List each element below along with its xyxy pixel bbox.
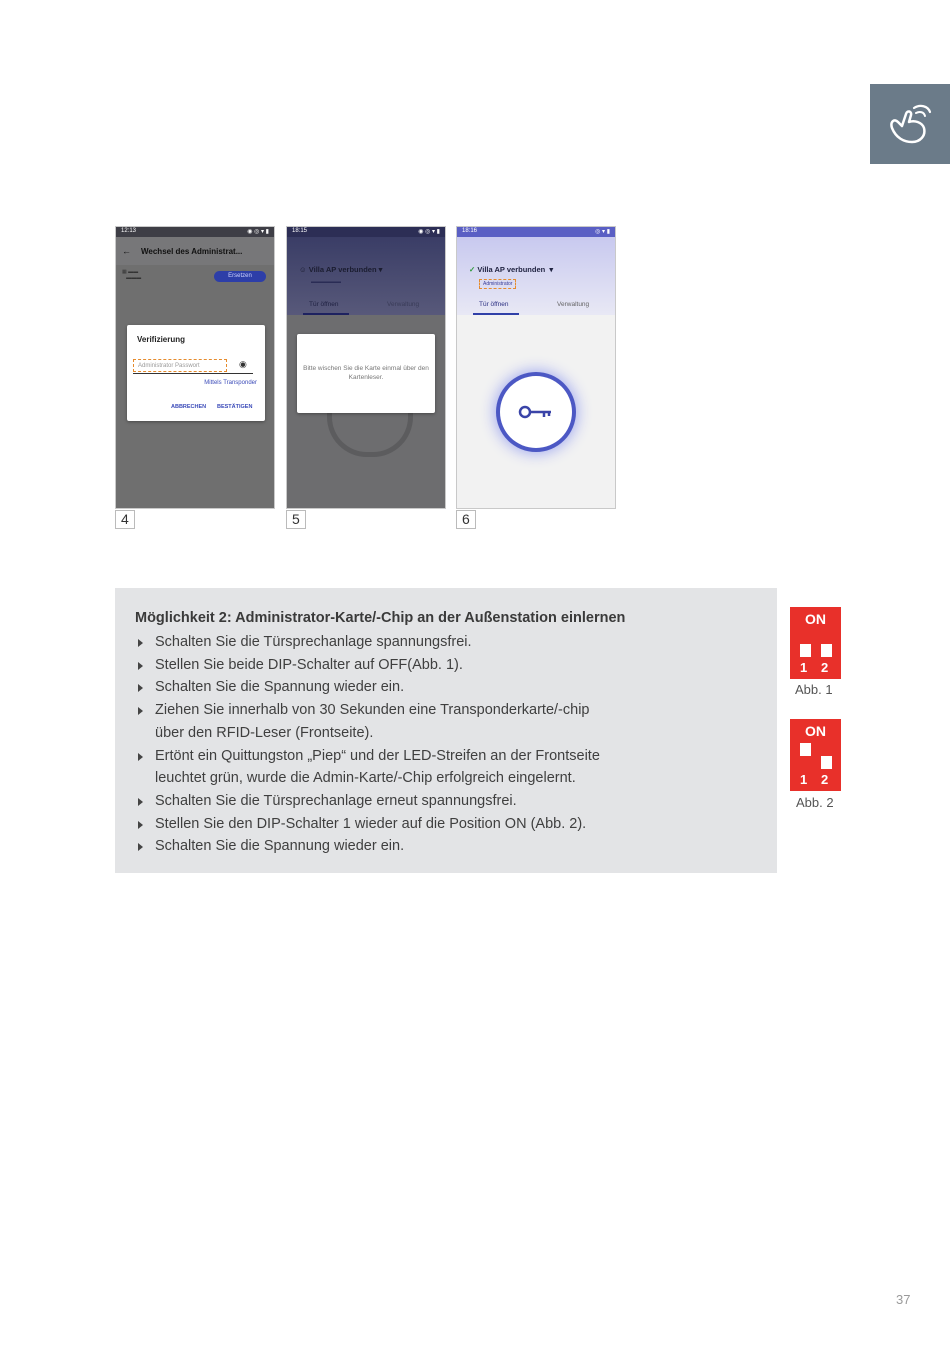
verification-dialog — [127, 325, 265, 421]
dip-switch-diagram-2 — [790, 719, 841, 791]
dip-number-1: 1 — [800, 772, 808, 787]
list-item — [135, 676, 600, 699]
list-item — [135, 699, 600, 744]
dip-on-label: ON — [805, 723, 826, 739]
bullet-triangle-icon — [138, 843, 143, 851]
dip-switch-2 — [821, 756, 832, 769]
status-bar — [457, 227, 615, 237]
list-item — [135, 813, 600, 836]
bullet-triangle-icon — [138, 684, 143, 692]
screenshot-4 — [115, 226, 275, 509]
transponder-link[interactable]: Mittels Transponder — [204, 380, 257, 386]
list-item — [135, 790, 600, 813]
status-icons: ◎ ▾ ▮ — [595, 229, 610, 235]
step-text: Stellen Sie den DIP-Schalter 1 wieder auf die Position ON (Abb. 2). — [155, 815, 587, 832]
figure-caption-2: Abb. 2 — [796, 795, 834, 810]
tab-bar — [457, 299, 615, 315]
tab-admin[interactable]: Verwaltung — [557, 301, 590, 308]
check-icon: ✓ — [469, 265, 476, 274]
app-header — [457, 237, 615, 315]
step-text-continued: leuchtet grün, wurde die Admin-Karte/-Chip erfolgreich eingelernt. — [155, 770, 576, 787]
status-bar — [116, 227, 274, 237]
admin-entry: ▦ ▬▬ ▬▬▬ — [122, 269, 142, 281]
step-text-continued: über den RFID-Leser (Frontseite). — [155, 724, 374, 741]
dialog-title: Verifizierung — [137, 335, 186, 344]
step-text: Schalten Sie die Spannung wieder ein. — [155, 838, 405, 855]
bullet-triangle-icon — [138, 662, 143, 670]
screenshot-6 — [456, 226, 616, 509]
status-bar — [287, 227, 445, 237]
list-item — [135, 835, 600, 858]
figure-caption-1: Abb. 1 — [795, 682, 833, 697]
page-number: 37 — [896, 1292, 911, 1307]
list-item — [135, 745, 600, 790]
bullet-triangle-icon — [138, 639, 143, 647]
dip-number-2: 2 — [821, 660, 829, 675]
tab-door-open[interactable]: Tür öffnen — [309, 301, 339, 308]
step-text: Schalten Sie die Türsprechanlage spannungsfrei. — [155, 634, 472, 650]
admin-row — [116, 265, 274, 289]
card-swipe-dialog — [297, 334, 435, 413]
list-item — [135, 654, 600, 677]
app-bar-title: Wechsel des Administrat... — [141, 246, 243, 256]
dip-number-2: 2 — [821, 772, 829, 787]
network-label: Villa AP verbunden — [308, 265, 377, 274]
instruction-box — [115, 588, 777, 873]
eye-icon[interactable]: ◉ — [239, 359, 247, 369]
instruction-heading: Möglichkeit 2: Administrator-Karte/-Chip an der Außenstation einlernen — [135, 610, 626, 626]
replace-button[interactable]: Ersetzen — [214, 271, 266, 282]
back-arrow-icon[interactable]: ← — [122, 246, 131, 256]
network-status[interactable]: ☺ Villa AP verbunden ▾ — [299, 265, 383, 274]
step-text: Schalten Sie die Spannung wieder ein. — [155, 679, 405, 696]
tab-door-open[interactable]: Tür öffnen — [479, 301, 509, 308]
dip-number-1: 1 — [800, 660, 808, 675]
tab-indicator — [473, 313, 519, 315]
tab-admin[interactable]: Verwaltung — [387, 301, 420, 308]
cancel-button[interactable]: ABBRECHEN — [171, 404, 207, 410]
dip-on-label: ON — [805, 611, 826, 627]
step-text: Stellen Sie beide DIP-Schalter auf OFF(Abb. 1). — [155, 656, 463, 673]
open-door-button[interactable] — [500, 376, 572, 448]
role-label: ▬▬▬▬▬▬ — [311, 279, 341, 285]
dip-switch-1 — [800, 644, 811, 657]
figure-number-4: 4 — [115, 510, 135, 529]
status-icons: ◉ ◎ ▾ ▮ — [418, 229, 440, 235]
dip-switch-1 — [800, 743, 811, 756]
touch-hand-icon — [884, 98, 936, 150]
screenshot-5 — [286, 226, 446, 509]
role-label: Administrator — [479, 279, 516, 289]
status-time: 18:16 — [462, 228, 478, 234]
status-time: 18:15 — [292, 228, 308, 234]
dialog-message: Bitte wischen Sie die Karte einmal über den Kartenleser. — [303, 365, 429, 381]
network-label: Villa AP verbunden — [477, 265, 546, 274]
confirm-button[interactable]: BESTÄTIGEN — [217, 404, 253, 410]
tab-indicator — [303, 313, 349, 315]
key-icon — [518, 402, 554, 422]
bullet-triangle-icon — [138, 753, 143, 761]
app-header — [287, 237, 445, 315]
dip-switch-diagram-1 — [790, 607, 841, 679]
step-list — [135, 631, 600, 858]
bullet-triangle-icon — [138, 798, 143, 806]
bullet-triangle-icon — [138, 707, 143, 715]
dip-switch-2 — [821, 644, 832, 657]
status-time: 12:13 — [121, 228, 137, 234]
field-underline — [133, 373, 253, 374]
step-text: Ziehen Sie innerhalb von 30 Sekunden eine Transponderkarte/-chip — [155, 702, 590, 719]
step-text: Schalten Sie die Türsprechanlage erneut spannungsfrei. — [155, 792, 517, 809]
step-text: Ertönt ein Quittungston „Piep“ und der LED-Streifen an der Frontseite — [155, 747, 600, 764]
figure-number-6: 6 — [456, 510, 476, 529]
tab-bar — [287, 299, 445, 315]
section-tab — [870, 84, 950, 164]
status-icons: ◉ ◎ ▾ ▮ — [247, 229, 269, 235]
figure-number-5: 5 — [286, 510, 306, 529]
password-field[interactable]: Administrator Passwort — [133, 359, 227, 372]
bullet-triangle-icon — [138, 821, 143, 829]
app-bar — [116, 237, 274, 265]
list-item — [135, 631, 600, 654]
network-status[interactable]: ✓ Villa AP verbunden ▾ — [469, 265, 554, 274]
